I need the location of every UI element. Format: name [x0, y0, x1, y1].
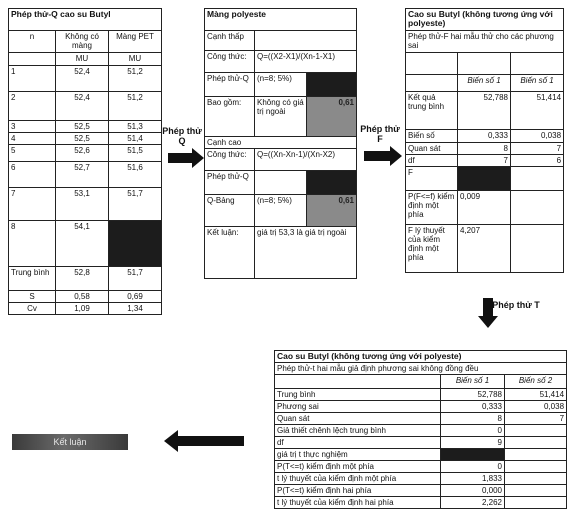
row-n: 7: [9, 188, 56, 221]
q-test-label: Phép thử Q: [162, 126, 202, 146]
include-label: Bao gồm:: [205, 97, 255, 137]
outlier-cell: [109, 221, 162, 267]
row-n: 6: [9, 162, 56, 188]
high-side-label: Cạnh cao: [205, 137, 357, 149]
dark-cell: [307, 73, 357, 97]
row-b: 51,6: [109, 162, 162, 188]
polyester-outlier-table: [204, 8, 357, 279]
table-title: Cao su Butyl (không tương ứng với polyeste): [275, 351, 567, 363]
row-v1: 0: [441, 461, 505, 473]
low-side-label: Cạnh thấp: [205, 31, 255, 51]
p-label: P(F<=f) kiểm định một phía: [406, 191, 458, 225]
right-arrow-icon: [364, 146, 402, 166]
f-critical-label: F lý thuyết của kiểm định một phía: [406, 225, 458, 273]
row-label: Giả thiết chênh lệch trung bình: [275, 425, 441, 437]
row-a: 52,7: [56, 162, 109, 188]
row-v1: 1,833: [441, 473, 505, 485]
q-value-low: 0,61: [307, 97, 357, 137]
row-a: 53,1: [56, 188, 109, 221]
row-label: P(T<=t) kiểm định một phía: [275, 461, 441, 473]
t-value-cell: [441, 449, 505, 461]
row-a: 54,1: [56, 221, 109, 267]
cv-b: 1,34: [109, 303, 162, 315]
mean-a: 52,8: [56, 267, 109, 291]
row-v2: 51,414: [505, 389, 567, 401]
row-n: 2: [9, 92, 56, 121]
q-test-row-label: Phép thử-Q: [205, 73, 255, 97]
row-b: 51,2: [109, 92, 162, 121]
row-b: 51,3: [109, 121, 162, 133]
row-v1: 0,000: [441, 485, 505, 497]
unit-b: MU: [109, 53, 162, 66]
table-subtitle: Phép thử-F hai mẫu thử cho các phương sai: [406, 31, 564, 53]
row-v1: 52,788: [458, 92, 511, 130]
header-variable-2: Biến số 1: [511, 75, 564, 92]
row-b: 51,2: [109, 66, 162, 92]
row-a: 52,6: [56, 145, 109, 162]
conclusion-label: Kết luận:: [205, 227, 255, 279]
row-b: 51,5: [109, 145, 162, 162]
row-label: P(T<=t) kiểm định hai phía: [275, 485, 441, 497]
dark-cell: [307, 171, 357, 195]
header-variable-1: Biến số 1: [441, 375, 505, 389]
row-label: Quan sát: [275, 413, 441, 425]
row-v2: 0,038: [511, 130, 564, 143]
row-label: t lý thuyết của kiểm định một phía: [275, 473, 441, 485]
formula-high: Q=((Xn-Xn-1)/(Xn-X2): [255, 149, 357, 171]
mean-b: 51,7: [109, 267, 162, 291]
row-n: 1: [9, 66, 56, 92]
s-b: 0,69: [109, 291, 162, 303]
row-v2: [505, 437, 567, 449]
header-variable-1: Biến số 1: [458, 75, 511, 92]
right-arrow-icon: [168, 148, 204, 168]
q-table-label: Q-Bảng: [205, 195, 255, 227]
row-b: 51,4: [109, 133, 162, 145]
row-n: 4: [9, 133, 56, 145]
row-a: 52,5: [56, 121, 109, 133]
conclusion-value: giá trị 53,3 là giá trị ngoài: [255, 227, 357, 279]
row-label: Biến số: [406, 130, 458, 143]
table-title: Cao su Butyl (không tương ứng với polyeste): [406, 9, 564, 31]
row-v1: 9: [441, 437, 505, 449]
row-v1: 52,788: [441, 389, 505, 401]
cv-label: Cv: [9, 303, 56, 315]
formula-low: Q=((X2-X1)/(Xn-1-X1): [255, 51, 357, 73]
row-v2: 7: [505, 413, 567, 425]
row-a: 52,4: [56, 66, 109, 92]
unit-a: MU: [56, 53, 109, 66]
down-arrow-icon: [478, 298, 498, 328]
row-n: 8: [9, 221, 56, 267]
row-v1: 7: [458, 155, 511, 167]
header-n: n: [9, 31, 56, 53]
table-title: Màng polyeste: [205, 9, 357, 31]
cv-a: 1,09: [56, 303, 109, 315]
table-title: Phép thử-Q cao su Butyl: [9, 9, 162, 31]
row-label: Quan sát: [406, 143, 458, 155]
t-test-butyl-table: [274, 350, 567, 509]
header-pet-film: Màng PET: [109, 31, 162, 53]
row-v2: [505, 425, 567, 437]
row-v2: 6: [511, 155, 564, 167]
row-a: 52,5: [56, 133, 109, 145]
row-n: 5: [9, 145, 56, 162]
row-label: Kết quả trung bình: [406, 92, 458, 130]
row-v2: 51,414: [511, 92, 564, 130]
row-label: df: [406, 155, 458, 167]
formula-label: Công thức:: [205, 51, 255, 73]
row-label: Phương sai: [275, 401, 441, 413]
f-value-cell: [458, 167, 511, 191]
q-test-row-label: Phép thử-Q: [205, 171, 255, 195]
f-critical-value: 4,207: [458, 225, 511, 273]
row-v1: 2,262: [441, 497, 505, 509]
row-label: giá trị t thực nghiệm: [275, 449, 441, 461]
row-v2: 0,038: [505, 401, 567, 413]
f-test-butyl-table: [405, 8, 564, 273]
header-no-film: Không có màng: [56, 31, 109, 53]
row-v1: 8: [458, 143, 511, 155]
include-value: Không có giá trị ngoài: [255, 97, 307, 137]
q-test-value: (n=8; 5%): [255, 73, 307, 97]
s-a: 0,58: [56, 291, 109, 303]
row-v1: 0,333: [458, 130, 511, 143]
row-label: df: [275, 437, 441, 449]
row-v1: 8: [441, 413, 505, 425]
row-v1: 0,333: [441, 401, 505, 413]
q-test-butyl-table: [8, 8, 162, 315]
row-v1: 0: [441, 425, 505, 437]
q-table-value: (n=8; 5%): [255, 195, 307, 227]
header-variable-2: Biến số 2: [505, 375, 567, 389]
table-subtitle: Phép thử-t hai mẫu giả định phương sai không đồng đều: [275, 363, 567, 375]
f-label: F: [406, 167, 458, 191]
row-b: 51,7: [109, 188, 162, 221]
f-test-label: Phép thử F: [360, 124, 400, 144]
row-v2: 7: [511, 143, 564, 155]
row-n: 3: [9, 121, 56, 133]
formula-label: Công thức:: [205, 149, 255, 171]
q-value-high: 0,61: [307, 195, 357, 227]
s-label: S: [9, 291, 56, 303]
conclusion-banner: Kết luận: [12, 434, 128, 450]
mean-label: Trung bình: [9, 267, 56, 291]
row-label: Trung bình: [275, 389, 441, 401]
left-arrow-icon: [164, 430, 244, 452]
t-test-label: Phép thử T: [492, 300, 540, 310]
row-a: 52,4: [56, 92, 109, 121]
p-value: 0,009: [458, 191, 511, 225]
row-label: t lý thuyết của kiểm định hai phía: [275, 497, 441, 509]
